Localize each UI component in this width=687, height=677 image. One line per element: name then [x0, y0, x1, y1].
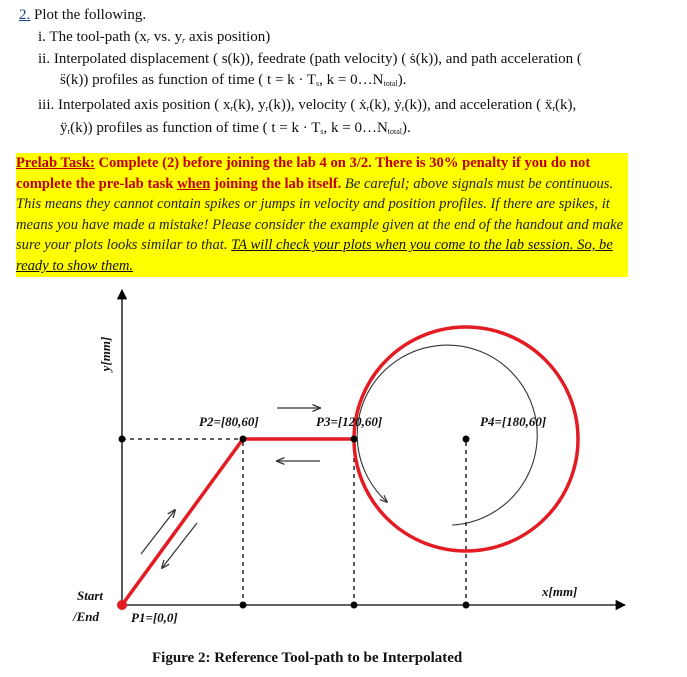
- item-text: The tool-path (x: [49, 29, 147, 45]
- y-axis-label: y[mm]: [98, 336, 113, 372]
- item-text: (k)) profiles as function of time ( t = k · T: [70, 120, 321, 136]
- item-text: s̈(k)) profiles as function of time ( t = k · T: [60, 72, 317, 88]
- question-heading: [19, 6, 146, 24]
- p2-point: [240, 436, 247, 443]
- item-text: vs. y: [150, 29, 183, 45]
- end-label: /End: [73, 609, 100, 624]
- item-subscript: r: [67, 127, 71, 136]
- item-text: ).: [397, 72, 407, 88]
- item-subscript: total: [387, 127, 403, 136]
- item-roman: iii.: [38, 97, 55, 113]
- p3-point: [351, 436, 358, 443]
- item-i: [38, 28, 270, 50]
- item-text: (k), y: [233, 97, 266, 113]
- prelab-italic: Be careful; above signals must be continuous. This means they cannot contain spikes or jumps in velocity and position profiles. If there are spikes, it means you have made a mistake! Please consider the example given at the end of the handout and make sure your plots looks similar to that.: [16, 175, 624, 254]
- p2-label: P2=[80,60]: [199, 414, 259, 429]
- x-marker-p4: [463, 602, 470, 609]
- figure-caption: Figure 2: Reference Tool-path to be Interpolated: [152, 650, 463, 666]
- item-subscript: r: [265, 104, 269, 113]
- item-text: (k), ẏ: [369, 97, 402, 113]
- item-text: , k = 0…N: [319, 72, 384, 88]
- prelab-notice: [16, 153, 628, 277]
- arrow-circular: [357, 345, 537, 525]
- item-roman: i.: [38, 29, 46, 45]
- p4-center-point: [463, 436, 470, 443]
- item-iii-cont: [60, 119, 411, 141]
- tool-path-lines: [122, 439, 354, 605]
- x-marker-p2: [240, 602, 247, 609]
- prelab-bold-1: Complete (2) before joining the lab 4 on 3/2. There is 30% penalty if you do not complete the pre-lab task: [16, 155, 591, 192]
- item-text: ÿ: [60, 120, 68, 136]
- p4-label: P4=[180,60]: [480, 414, 547, 429]
- start-label: Start: [77, 588, 104, 603]
- start-point: [117, 600, 127, 610]
- toolpath-figure: [0, 270, 687, 677]
- item-roman: ii.: [38, 51, 51, 67]
- prelab-bold-2: joining the lab itself.: [210, 175, 342, 192]
- item-iii: [38, 96, 576, 118]
- p3-label: P3=[120,60]: [316, 414, 383, 429]
- item-subscript: r: [401, 104, 405, 113]
- item-ii: [38, 50, 582, 68]
- prelab-label: Prelab Task:: [16, 155, 95, 171]
- arrow-up-diagonal: [141, 510, 175, 554]
- item-subscript: total: [383, 79, 398, 88]
- item-subscript: r: [146, 36, 151, 45]
- item-subscript: r: [366, 104, 370, 113]
- item-subscript: r: [230, 104, 234, 113]
- item-subscript: r: [552, 104, 555, 113]
- item-subscript: r: [182, 36, 186, 45]
- item-text: axis position): [185, 29, 271, 45]
- item-ii-cont: [60, 71, 406, 93]
- item-text: (k)), velocity ( ẋ: [268, 97, 367, 113]
- y-axis-marker: [119, 436, 126, 443]
- item-text: (k)), and acceleration ( ẍ: [404, 97, 553, 113]
- p1-label: P1=[0,0]: [131, 610, 178, 625]
- prelab-ta-note: TA will check your plots when you come to the lab session. So, be ready to show them.: [16, 237, 613, 274]
- x-axis-label: x[mm]: [542, 584, 578, 599]
- item-text: ).: [402, 120, 411, 136]
- item-text: (k),: [555, 97, 577, 113]
- item-text: , k = 0…N: [323, 120, 388, 136]
- prelab-when: when: [177, 175, 211, 192]
- item-subscript: s: [316, 79, 320, 88]
- item-subscript: s: [320, 127, 324, 136]
- question-number: 2.: [19, 7, 31, 23]
- question-title: Plot the following.: [34, 7, 147, 23]
- x-marker-p3: [351, 602, 358, 609]
- item-text: Interpolated displacement ( s(k)), feedrate (path velocity) ( ṡ(k)), and path acceleration (: [53, 51, 582, 67]
- item-text: Interpolated axis position ( x: [58, 97, 231, 113]
